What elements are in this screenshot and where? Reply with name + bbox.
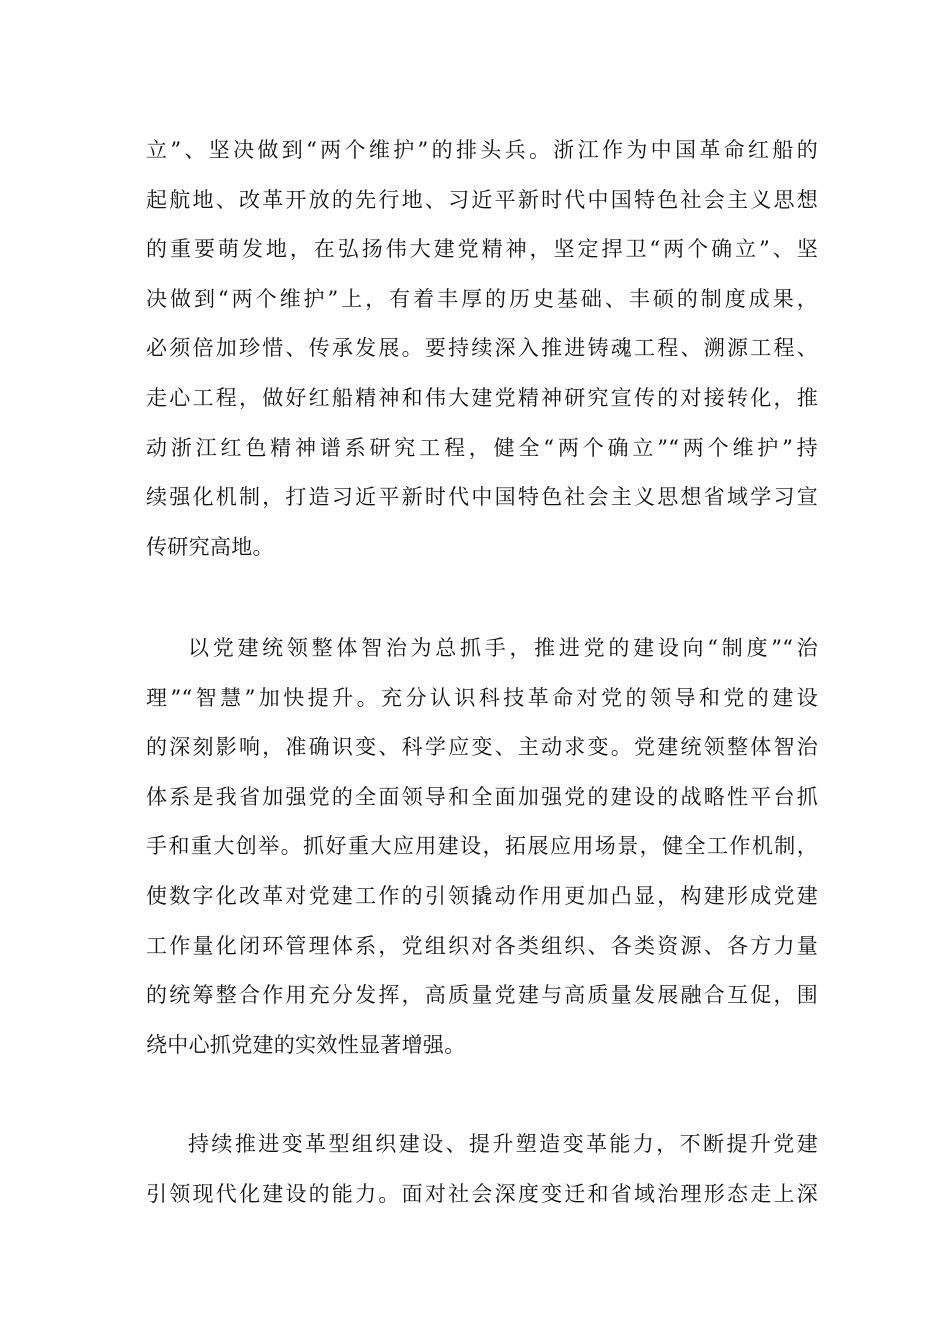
- paragraph-line: 的深刻影响，准确识变、科学应变、主动求变。党建统领整体智治: [146, 735, 818, 760]
- paragraph-line: 理”“智慧”加快提升。充分认识科技革命对党的领导和党的建设: [146, 685, 818, 710]
- paragraph-line: 立”、坚决做到“两个维护”的排头兵。浙江作为中国革命红船的: [146, 138, 818, 162]
- paragraph-line: 引领现代化建设的能力。面对社会深度变迁和省域治理形态走上深: [146, 1181, 818, 1206]
- paragraph-line: 绕中心抓党建的实效性显著增强。: [146, 1032, 466, 1057]
- paragraph-line: 持续推进变革型组织建设、提升塑造变革能力，不断提升党建: [188, 1132, 818, 1156]
- paragraph-line: 续强化机制，打造习近平新时代中国特色社会主义思想省域学习宣: [146, 485, 818, 510]
- paragraph-line: 必须倍加珍惜、传承发展。要持续深入推进铸魂工程、溯源工程、: [146, 336, 818, 361]
- paragraph-line: 决做到“两个维护”上，有着丰厚的历史基础、丰硕的制度成果，: [146, 286, 818, 311]
- paragraph-line: 传研究高地。: [146, 534, 274, 559]
- paragraph-line: 使数字化改革对党建工作的引领撬动作用更加凸显，构建形成党建: [146, 883, 818, 908]
- paragraph-line: 手和重大创举。抓好重大应用建设，拓展应用场景，健全工作机制，: [146, 834, 818, 859]
- paragraph-line: 走心工程，做好红船精神和伟大建党精神研究宣传的对接转化，推: [146, 385, 818, 410]
- paragraph-line: 起航地、改革开放的先行地、习近平新时代中国特色社会主义思想: [146, 187, 818, 212]
- paragraph-line: 的统筹整合作用充分发挥，高质量党建与高质量发展融合互促，围: [146, 983, 818, 1008]
- paragraph-line: 的重要萌发地，在弘扬伟大建党精神，坚定捍卫“两个确立”、坚: [146, 237, 818, 262]
- paragraph-3: [146, 1120, 818, 1219]
- paragraph-line: 体系是我省加强党的全面领导和全面加强党的建设的战略性平台抓: [146, 784, 818, 809]
- paragraph-1: [146, 126, 818, 572]
- paragraph-2: [146, 624, 818, 1070]
- paragraph-line: 以党建统领整体智治为总抓手，推进党的建设向“制度”“治: [188, 636, 818, 660]
- paragraph-line: 动浙江红色精神谱系研究工程，健全“两个确立”“两个维护”持: [146, 435, 818, 460]
- paragraph-line: 工作量化闭环管理体系，党组织对各类组织、各类资源、各方力量: [146, 933, 818, 958]
